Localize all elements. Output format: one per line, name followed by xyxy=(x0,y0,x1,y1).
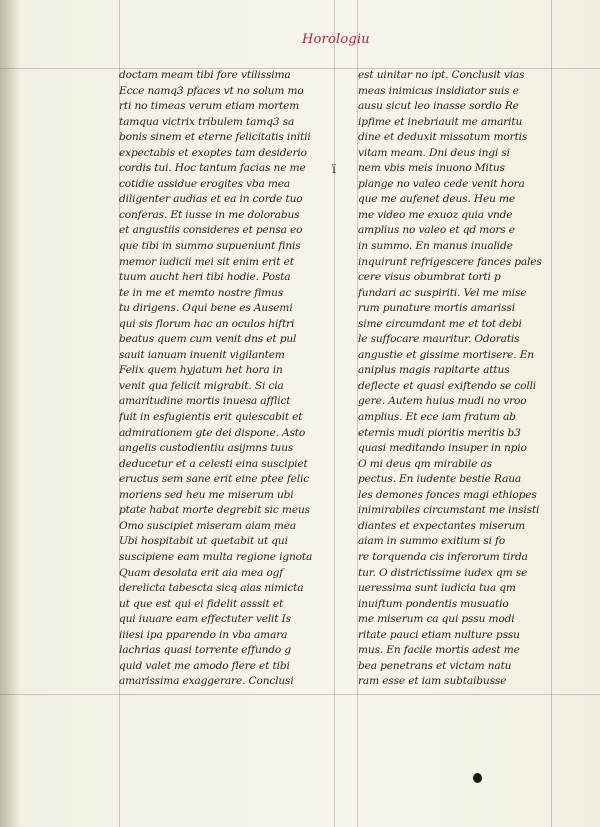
text-line-right: nem vbis meis inuono Mitus xyxy=(358,162,505,175)
text-line-right: mus. En facile mortis adest me xyxy=(358,644,520,657)
text-line-right: deflecte et quasi exiftendo se colli xyxy=(358,379,537,392)
text-line-right: me miserum ca qui pssu modi xyxy=(358,613,515,626)
text-line-left: suscipiene eam multa regione ignota xyxy=(119,550,313,563)
text-line-left: Quam desolata erit aia mea ogf xyxy=(119,566,284,579)
text-line-left: venit qua felicit migrabit. Si cia xyxy=(119,379,284,392)
text-line-right: plange no valeo cede venit hora xyxy=(358,177,525,190)
text-line-left: tamqua victrix tribulem tamq3 sa xyxy=(119,115,295,128)
text-line-left: cordis tui. Hoc tantum facias ne me xyxy=(119,162,306,175)
text-line-right: dine et deduxit missatum mortis xyxy=(358,131,528,144)
text-line-right: le suffocare mauritur. Odoratis xyxy=(358,333,520,346)
margin-mark: ï xyxy=(332,162,336,176)
text-line-left: bonis sinem et eterne felicitatis initii xyxy=(119,131,311,144)
text-line-left: Ecce namq3 pfaces vt no solum mo xyxy=(119,84,304,97)
text-line-left: te in me et memto nostre fimus xyxy=(119,286,284,299)
text-line-left: lachrias quasi torrente effundo g xyxy=(119,644,292,657)
text-line-left: sauit ianuam inuenit vigilantem xyxy=(119,348,285,361)
text-line-left: angelis custodientiu asijmns tuus xyxy=(119,442,294,455)
text-line-right: ipfime et inebriauit me amaritu xyxy=(358,115,523,128)
text-line-left: amaritudine mortis inuesa afflict xyxy=(119,395,291,408)
text-line-right: rum punature mortis amarissi xyxy=(358,302,515,315)
text-line-left: Ubi hospitabit ut quetabit ut qui xyxy=(119,535,288,548)
text-line-left: qui sis florum hac an oculos hiftri xyxy=(119,317,295,330)
text-line-right: inquirunt refrigescere fances pales xyxy=(358,255,542,268)
text-line-right: inimirabiles circumstant me insisti xyxy=(358,504,540,517)
running-head: Horologiu xyxy=(302,32,370,47)
text-line-right: est uinitar no ipt. Conclusit vias xyxy=(358,69,525,81)
text-line-right: in summo. En manus inualide xyxy=(358,240,513,253)
text-line-right: pectus. En iudente bestie Raua xyxy=(358,473,522,486)
text-line-left: cotidie assidue erogites vba mea xyxy=(119,177,291,190)
text-line-right: bea penetrans et victam natu xyxy=(358,659,512,672)
text-line-right: ausu sicut leo inasse sordio Re xyxy=(358,100,519,113)
ruling-line-horizontal xyxy=(0,694,600,695)
text-line-right: inuiftum pondentis musuatio xyxy=(358,597,509,610)
text-line-left: amarissima exaggerare. Conclusi xyxy=(119,675,294,688)
text-line-right: amplius no valeo et qd mors e xyxy=(358,224,515,237)
ruling-line-vertical xyxy=(334,0,335,827)
text-line-left: qui iuuare eam effectuter velit Is xyxy=(119,613,291,626)
text-line-right: cere visus obumbrat torti p xyxy=(358,271,501,284)
text-line-right: ram esse et iam subtaibusse xyxy=(358,675,507,688)
text-line-right: ueressima sunt iudicia tua qm xyxy=(358,582,516,595)
text-line-right: re torquenda cis inferorum tirda xyxy=(358,550,528,563)
text-line-left: iiiesi ipa pparendo in vba amara xyxy=(119,628,288,641)
text-line-left: Felix quem hyjatum het hora in xyxy=(119,364,283,377)
text-line-left: ut que est qui ei fidelit asssit et xyxy=(119,597,284,610)
gutter-shadow xyxy=(0,0,20,827)
text-line-right: tur. O districtissime iudex qm se xyxy=(358,566,528,579)
text-line-right: que me aufenet deus. Heu me xyxy=(358,193,515,206)
text-line-right: vitam meam. Dni deus ingi si xyxy=(358,146,510,159)
text-line-right: angustie et gissime mortisere. En xyxy=(358,348,534,361)
text-line-right: diantes et expectantes miserum xyxy=(358,519,526,532)
text-line-right: eternis mudi pioritis meritis b3 xyxy=(358,426,521,439)
text-line-left: eructus sem sane erit eine ptee felic xyxy=(119,473,310,486)
text-line-left: rti no timeas verum etiam mortem xyxy=(119,100,300,113)
text-line-right: amplius. Et ece iam fratum ab xyxy=(358,411,516,424)
ruling-line-vertical xyxy=(551,0,552,827)
text-line-left: conferas. Et iusse in me dolorabus xyxy=(119,208,300,221)
text-line-left: moriens sed heu me miserum ubi xyxy=(119,488,294,501)
text-column-right xyxy=(358,68,548,690)
text-line-left: fuit in esfugientis erit quiescabit et xyxy=(119,411,303,424)
text-line-right: O mi deus qm mirabile as xyxy=(358,457,492,470)
text-column-left xyxy=(119,68,329,690)
text-line-right: sime circumdant me et tot debi xyxy=(358,317,522,330)
parchment-hole xyxy=(473,773,482,783)
text-line-left: admirationem gte dei dispone. Asto xyxy=(119,426,306,439)
text-line-right: me video me exuoz quia vnde xyxy=(358,208,513,221)
text-line-right: quasi meditando insuper in npio xyxy=(358,442,527,455)
text-line-left: et angustiis consideres et pensa eo xyxy=(119,224,303,237)
text-line-right: meas inimicus insidiator suis e xyxy=(358,84,519,97)
text-line-left: derelicta tabescta sicq aias nimicta xyxy=(119,582,304,595)
text-line-left: tuum aucht heri tibi hodie. Posta xyxy=(119,271,291,284)
text-line-left: memor iudicii mei sit enim erit et xyxy=(119,255,294,268)
text-line-left: diligenter audias et ea in corde tuo xyxy=(119,193,303,206)
text-line-right: aniplus magis rapitarte attus xyxy=(358,364,510,377)
text-line-left: tu dirigens. Oqui bene es Ausemi xyxy=(119,302,293,315)
text-line-left: deducetur et a celesti eina suscipiet xyxy=(119,457,308,470)
text-line-right: ritate pauci etiam nulture pssu xyxy=(358,628,520,641)
text-line-left: que tibi in summo supueniunt finis xyxy=(119,240,301,253)
text-line-left: ptate habat morte degrebit sic meus xyxy=(119,504,310,517)
text-line-left: quid valet me amodo flere et tibi xyxy=(119,659,290,672)
text-line-left: expectabis et exoptes tam desiderio xyxy=(119,146,307,159)
text-line-right: fundari ac suspiriti. Vel me mise xyxy=(358,286,527,299)
text-line-right: gere. Autem huius mudi no vroo xyxy=(358,395,527,408)
text-line-left: Omo suscipiet miseram aiam mea xyxy=(119,519,297,532)
text-line-left: doctam meam tibi fore vtilissima xyxy=(119,69,291,81)
text-line-right: aiam in summo exitium si fo xyxy=(358,535,506,548)
text-line-left: beatus quem cum venit dns et pul xyxy=(119,333,297,346)
text-line-right: les demones fonces magi ethiopes xyxy=(358,488,537,501)
